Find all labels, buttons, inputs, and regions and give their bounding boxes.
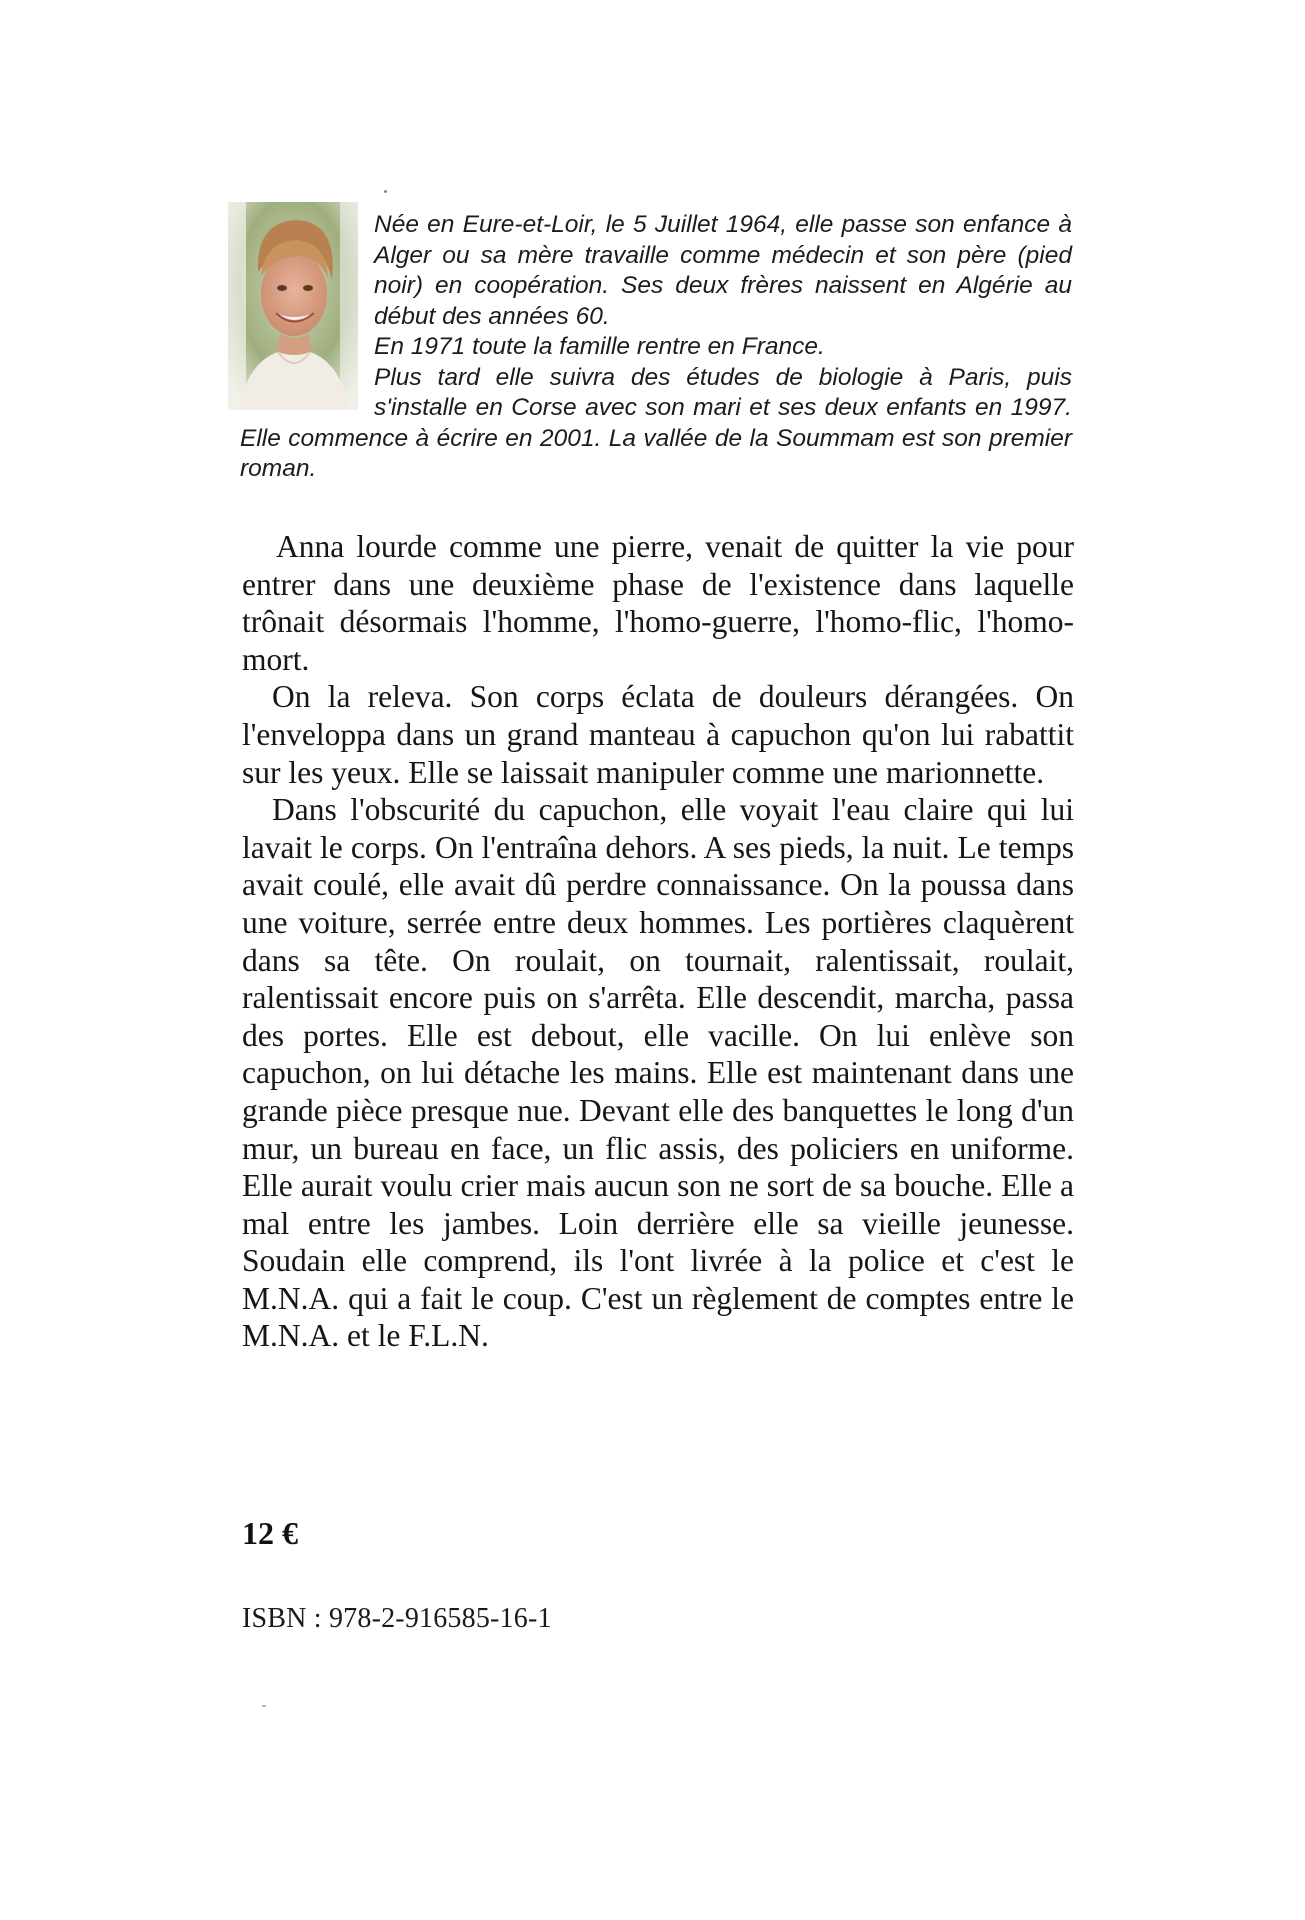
excerpt-paragraph: Dans l'obscurité du capuchon, elle voyait l'eau claire qui lui lavait le corps. On l'entraîna dehors. A ses pieds, la nuit. Le temps avait coulé, elle avait dû perdre connaissance. On la poussa dans une voiture, serrée entre deux hommes. Les portières claquèrent dans sa tête. On roulait, on tournait, ralentissait, roulait, ralentissait encore puis on s'arrêta. Elle descendit, marcha, passa des portes. Elle est debout, elle vacille. On lui enlève son capuchon, on lui détache les mains. Elle est maintenant dans une grande pièce presque nue. Devant elle des banquettes le long d'un mur, un bureau en face, un flic assis, des policiers en uniforme. Elle aurait voulu crier mais aucun son ne sort de sa bouche. Elle a mal entre les jambes. Loin derrière elle sa vieille jeunesse. Soudain elle comprend, ils l'ont livrée à la police et c'est le M.N.A. qui a fait le coup. C'est un règlement de comptes entre le M.N.A. et le F.L.N.	[242, 792, 1074, 1354]
price-label: 12 €	[242, 1515, 298, 1551]
bio-paragraph: En 1971 toute la famille rentre en France.	[374, 333, 825, 360]
bio-paragraph: Plus tard elle suivra des études de biologie à Paris, puis s'installe en Corse avec son mari et ses deux enfants en 1997. Elle commence à écrire en 2001. La vallée de la Soummam est son premier roman.	[240, 363, 1072, 482]
author-portrait-icon	[228, 202, 358, 410]
isbn-label: ISBN : 978-2-916585-16-1	[242, 1603, 552, 1634]
author-bio	[240, 210, 1072, 485]
excerpt-paragraph: Anna lourde comme une pierre, venait de quitter la vie pour entrer dans une deuxième phase de l'existence dans laquelle trônait désormais l'homme, l'homo-guerre, l'homo-flic, l'homo-mort.	[242, 529, 1074, 677]
excerpt-paragraph: On la releva. Son corps éclata de douleurs dérangées. On l'enveloppa dans un grand manteau à capuchon qu'on lui rabattit sur les yeux. Elle se laissait manipuler comme une marionnette.	[242, 679, 1074, 790]
book-excerpt	[242, 528, 1074, 1355]
bio-paragraph: Née en Eure-et-Loir, le 5 Juillet 1964, elle passe son enfance à Alger ou sa mère travaille comme médecin et son père (pied noir) en coopération. Ses deux frères naissent en Algérie au début des années 60.	[374, 211, 1072, 330]
author-photo	[228, 202, 358, 410]
scan-speck	[384, 190, 387, 193]
scan-speck	[262, 1705, 266, 1707]
